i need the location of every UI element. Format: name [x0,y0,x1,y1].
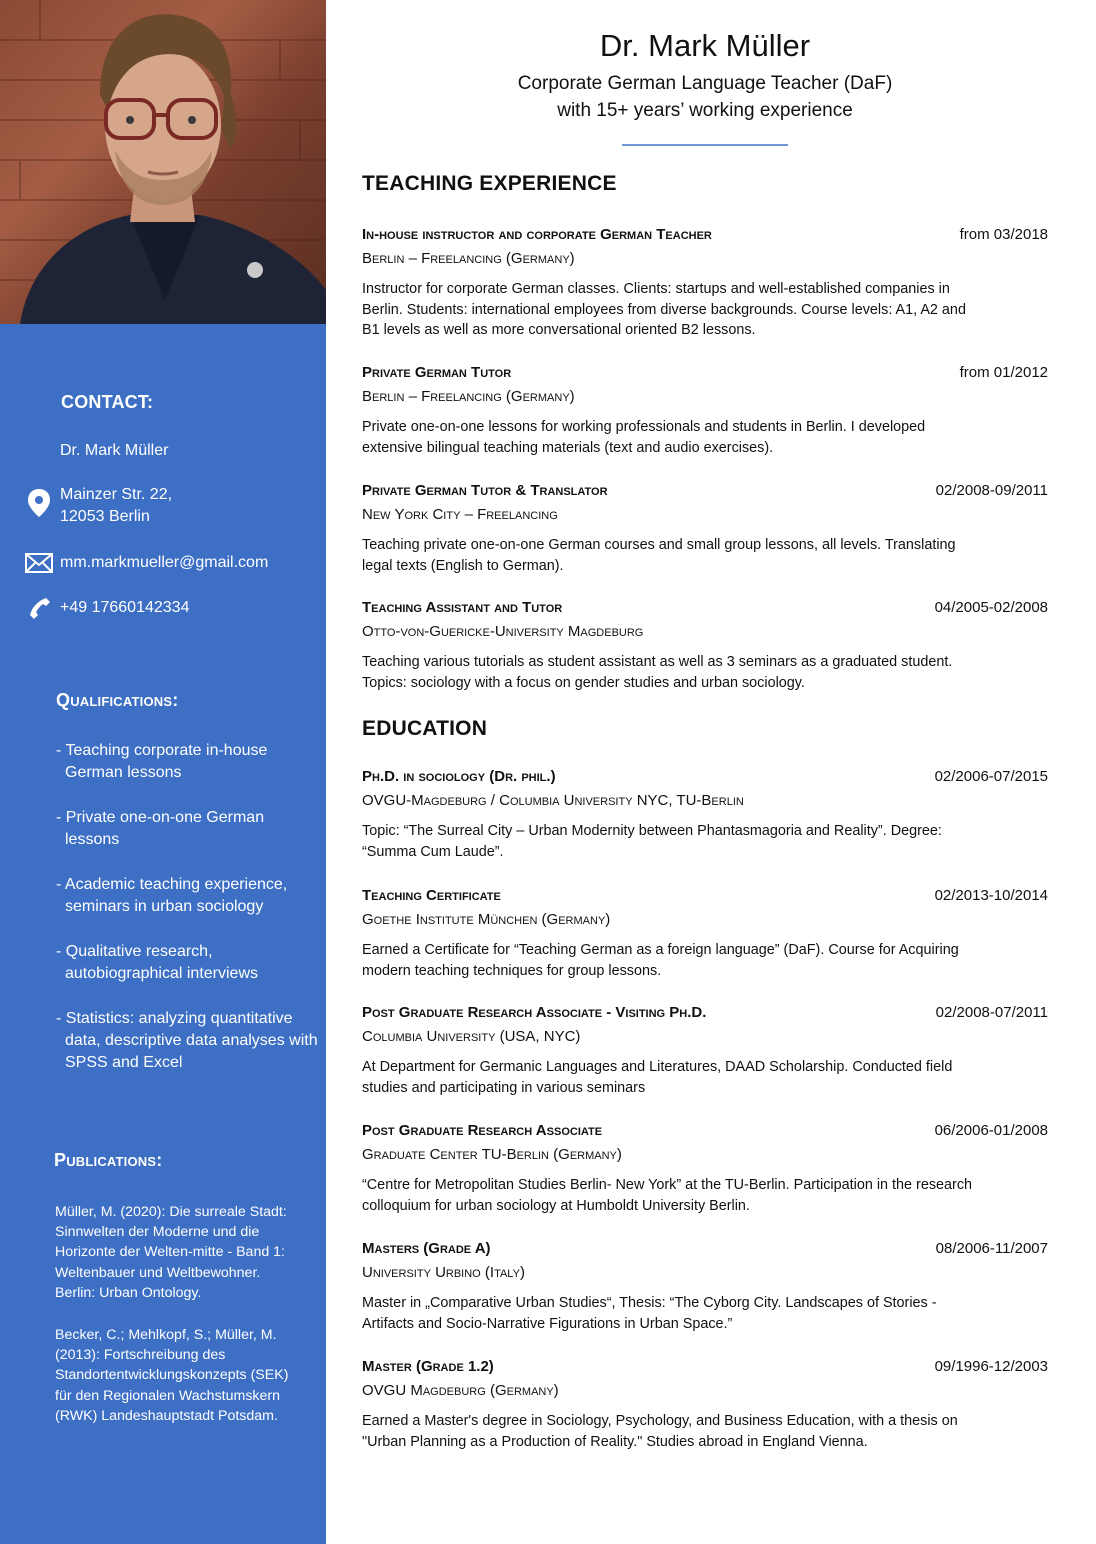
teaching-entry [362,480,1048,576]
entry-title: Post Graduate Research Associate [362,1122,603,1139]
publication-item: Müller, M. (2020): Die surreale Stadt: Sinnwelten der Moderne und die Horizonte der Welten-mitte - Band 1: Weltenbauer und Weltbewohner. Berlin: Urban Ontology. [55,1204,287,1301]
entry-date: 02/2006-07/2015 [934,768,1048,785]
contact-heading: CONTACT: [61,392,154,412]
qualification-item: - Statistics: analyzing quantitative data, descriptive data analyses with SPSS and Excel [56,1010,318,1071]
entry-organization: Graduate Center TU-Berlin (Germany) [362,1146,622,1163]
entry-date: 09/1996-12/2003 [934,1358,1048,1375]
location-pin-icon [26,488,52,514]
entry-organization: New York City – Freelancing [362,506,558,523]
subtitle-line-1: Corporate German Language Teacher (DaF) [517,73,893,94]
qualification-item: - Qualitative research, autobiographical interviews [56,943,258,982]
teaching-entry [362,224,1048,341]
entry-description: Topic: “The Surreal City – Urban Modernity between Phantasmagoria and Reality”. Degree: “Summa Cum Laude”. [362,823,942,860]
entry-description: Earned a Certificate for “Teaching German as a foreign language” (DaF). Course for Acquiring modern teaching techniques for group lessons. [362,942,959,979]
entry-description: Master in „Comparative Urban Studies“, Thesis: “The Cyborg City. Landscapes of Stories - Artifacts and Socio-Narrative Figurations in Urban Space.” [362,1295,937,1332]
entry-organization: Otto-von-Guericke-University Magdeburg [362,623,644,640]
entry-organization: OVGU Magdeburg (Germany) [362,1382,559,1399]
entry-title: Ph.D. in sociology (Dr. phil.) [362,768,556,785]
address-city: 12053 Berlin [60,508,150,525]
entry-title: Private German Tutor [362,364,512,381]
qualification-item: - Academic teaching experience, seminars in urban sociology [56,876,288,915]
education-entry [362,1356,1048,1452]
teaching-entry [362,362,1048,458]
phone[interactable]: +49 17660142334 [60,599,190,616]
qualifications-list [56,740,318,1097]
entry-organization: OVGU-Magdeburg / Columbia University NYC, TU-Berlin [362,792,744,809]
entry-date: 02/2013-10/2014 [934,887,1048,904]
entry-title: Post Graduate Research Associate - Visiting Ph.D. [362,1004,707,1021]
entry-date: from 01/2012 [959,364,1048,381]
subtitle [362,70,1048,124]
entry-date: 04/2005-02/2008 [934,599,1048,616]
entry-description: Earned a Master's degree in Sociology, Psychology, and Business Education, with a thesis on "Urban Planning as a Production of Reality." Studies abroad in England Vienna. [362,1413,958,1450]
publications-heading: Publications: [54,1150,163,1170]
sidebar [0,0,326,1544]
education-entry [362,1238,1048,1334]
header-divider [622,144,788,146]
teaching-experience-heading: TEACHING EXPERIENCE [362,172,617,195]
profile-photo [0,0,326,324]
qualification-item: - Teaching corporate in-house German lessons [56,742,268,781]
entry-title: Teaching Certificate [362,887,501,904]
qualification-item: - Private one-on-one German lessons [56,809,265,848]
entry-description: Teaching various tutorials as student assistant as well as 3 seminars as a graduated student. Topics: sociology with a focus on gender studies and urban sociology. [362,654,953,691]
qualifications-heading: Qualifications: [56,690,179,710]
entry-date: 02/2008-07/2011 [935,1004,1048,1021]
entry-date: 02/2008-09/2011 [935,482,1048,499]
entry-title: Private German Tutor & Translator [362,482,608,499]
email[interactable]: mm.markmueller@gmail.com [60,554,269,571]
education-entry [362,766,1048,862]
education-heading: EDUCATION [362,717,488,740]
teaching-entry [362,597,1048,693]
entry-title: In-house instructor and corporate German Teacher [362,226,712,243]
entry-description: Private one-on-one lessons for working professionals and students in Berlin. I developed extensive bilingual teaching materials (text and audio exercises). [362,419,926,456]
envelope-icon [25,553,51,579]
address [60,484,172,528]
entry-title: Masters (Grade A) [362,1240,491,1257]
entry-organization: University Urbino (Italy) [362,1264,525,1281]
entry-organization: Berlin – Freelancing (Germany) [362,250,575,267]
entry-organization: Columbia University (USA, NYC) [362,1028,581,1045]
entry-organization: Berlin – Freelancing (Germany) [362,388,575,405]
entry-description: At Department for Germanic Languages and Literatures, DAAD Scholarship. Conducted field studies and participating in various seminars [362,1059,953,1096]
entry-description: “Centre for Metropolitan Studies Berlin- New York” at the TU-Berlin. Participation in the research colloquium for urban sociology at Humboldt University Berlin. [362,1177,973,1214]
publications-list [55,1202,295,1448]
entry-description: Teaching private one-on-one German courses and small group lessons, all levels. Translating legal texts (English to German). [362,537,956,574]
education-entry [362,1120,1048,1216]
entry-title: Teaching Assistant and Tutor [362,599,563,616]
page-title: Dr. Mark Müller [599,28,811,63]
address-street: Mainzer Str. 22, [60,486,173,503]
entry-date: 06/2006-01/2008 [934,1122,1048,1139]
publication-item: Becker, C.; Mehlkopf, S.; Müller, M. (2013): Fortschreibung des Standortentwicklungskonzepts (SEK) für den Regionalen Wachstumskern (RWK) Landeshauptstadt Potsdam. [55,1327,289,1424]
contact-name: Dr. Mark Müller [60,442,169,459]
entry-description: Instructor for corporate German classes. Clients: startups and well-established companies in Berlin. Students: international employees from diverse backgrounds. Course levels: A1, A2 and B1 levels as well as more conversational oriented B2 lessons. [362,281,966,338]
entry-organization: Goethe Institute München (Germany) [362,911,611,928]
phone-icon [28,596,54,622]
entry-date: from 03/2018 [959,226,1048,243]
entry-title: Master (Grade 1.2) [362,1358,494,1375]
education-entry [362,1002,1048,1098]
entry-date: 08/2006-11/2007 [935,1240,1048,1257]
education-entry [362,885,1048,981]
subtitle-line-2: with 15+ years’ working experience [557,100,853,121]
